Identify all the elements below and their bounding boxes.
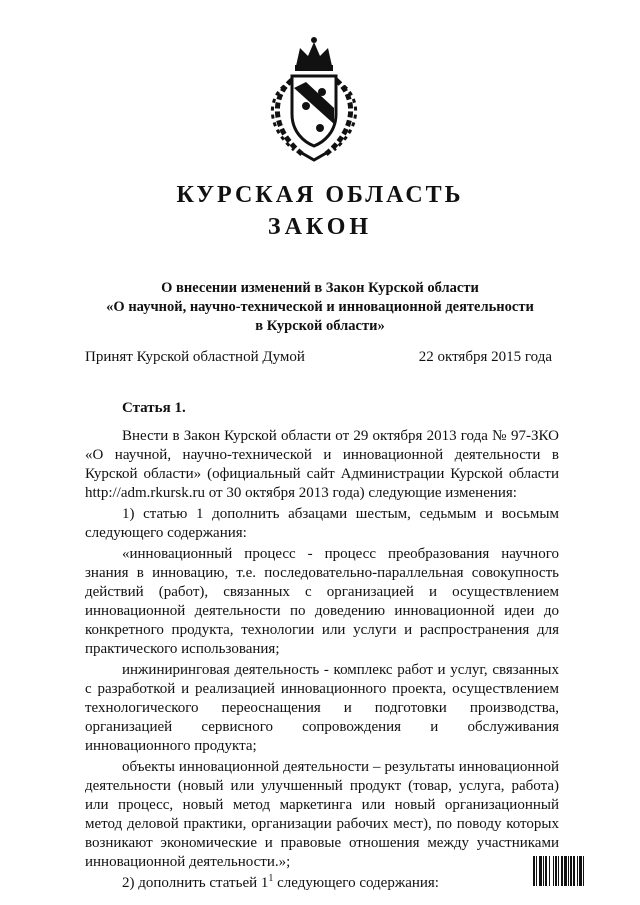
item2-superscript: 1 (268, 873, 274, 884)
barcode-stripe (579, 856, 582, 886)
barcode-stripe (553, 856, 554, 886)
barcode-stripe (558, 856, 559, 886)
law-title-line: в Курской области» (255, 318, 385, 334)
article-body (85, 427, 559, 893)
barcode-stripe (543, 856, 544, 886)
barcode-stripe (568, 856, 569, 886)
barcode-stripe (555, 856, 557, 886)
barcode-stripe (583, 856, 584, 886)
barcode-stripe (533, 856, 535, 886)
barcode-icon (533, 856, 625, 886)
barcode-stripe (539, 856, 542, 886)
law-title (90, 279, 550, 336)
region-name: КУРСКАЯ ОБЛАСТЬ (176, 182, 464, 208)
barcode-stripe (561, 856, 563, 886)
adopted-by: Принят Курской областной Думой (85, 349, 305, 365)
paragraph: «инновационный процесс - процесс преобразования научного знания в инновацию, т.е. последовательно-параллельная совокупность действий (работ), связанных с организацией и осуществлением инновационной деятельности по доведению инновационной идеи до конкретного продукта, технологии или услуги и распространения для практического использования; (85, 546, 559, 657)
paragraph-item-2 (85, 874, 559, 893)
barcode-stripe (577, 856, 578, 886)
adoption-date: 22 октября 2015 года (418, 349, 552, 365)
item2-tail: следующего содержания: (273, 875, 439, 891)
barcode-stripe (549, 856, 550, 886)
paragraph: инжиниринговая деятельность - комплекс работ и услуг, связанных с разработкой и реализацией инновационного проекта, осуществлением технологического переоснащения и подготовки производства, организацией сервисного сопровождения и обслуживания инновационного продукта; (85, 662, 559, 754)
document-type: ЗАКОН (267, 214, 373, 240)
paragraph: объекты инновационной деятельности – результаты инновационной деятельности (новый или улучшенный продукт (товар, услуга, работа) или процесс, новый метод маркетинга или новый организационный метод деловой практики, организации рабочих мест), по поводу которых возникают экономические и правовые отношения между участниками инновационной деятельности.»; (85, 759, 559, 870)
barcode-stripe (545, 856, 547, 886)
item2-text: 2) дополнить статьей 1 (122, 875, 269, 891)
barcode-stripe (573, 856, 575, 886)
article-heading: Статья 1. (122, 400, 186, 416)
coat-of-arms-icon (262, 36, 366, 162)
paragraph: 1) статью 1 дополнить абзацами шестым, седьмым и восьмым следующего содержания: (85, 506, 559, 541)
barcode-stripe (564, 856, 567, 886)
law-title-line: «О научной, научно-технической и инновационной деятельности (106, 299, 534, 315)
barcode-stripe (570, 856, 572, 886)
paragraph: Внести в Закон Курской области от 29 октября 2013 года № 97-ЗКО «О научной, научно-технической и инновационной деятельности в Курской области» (официальный сайт Администрации Курской области http://adm.rkursk.ru от 30 октября 2013 года) следующие изменения: (85, 428, 559, 501)
law-title-line: О внесении изменений в Закон Курской области (161, 280, 479, 296)
barcode-stripe (536, 856, 537, 886)
